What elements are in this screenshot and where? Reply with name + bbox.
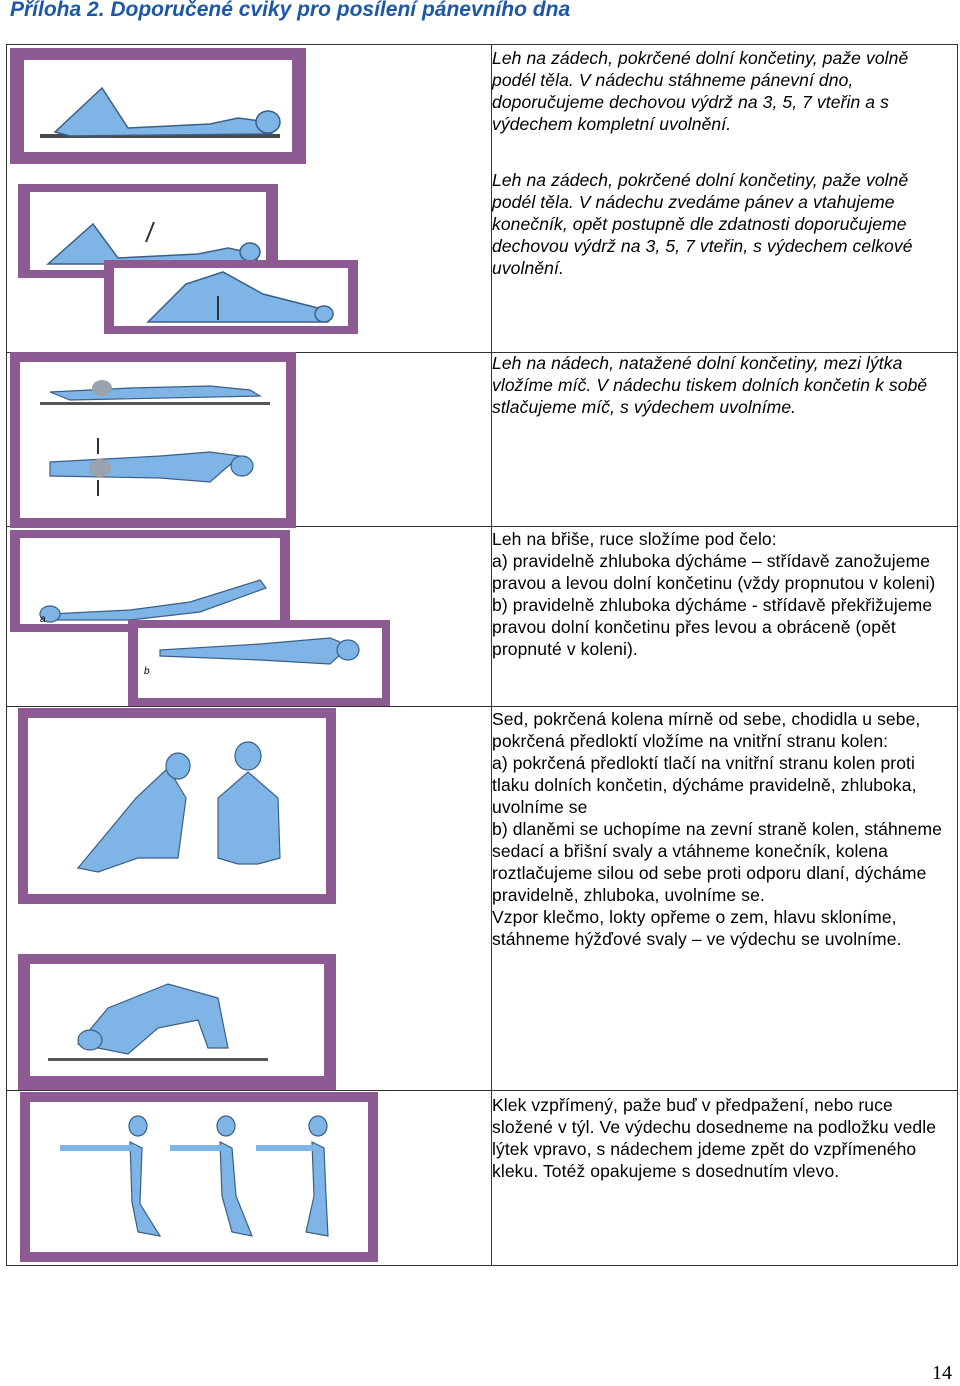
exercise-4-line-3: b) pravidelně zhluboka dýcháme - střídavě překřižujeme pravou dolní končetinu přes levou a obráceně (opět propnuté v koleni). — [492, 595, 933, 659]
exercise-3-line: Leh na nádech, natažené dolní končetiny, mezi lýtka vložíme míč. V nádechu tiskem dolních končetin k sobě stlačujeme míč, s výdechem uvolníme. — [492, 353, 928, 417]
exercise-2-line: Leh na zádech, pokrčené dolní končetiny, paže volně podél těla. V nádechu zvedáme pánev a vtahujeme konečník, opět postupně dle zdatnosti doporučujeme dechovou výdrž na 3, 5, 7 vteřin, s výdechem celkové uvolnění. — [492, 170, 913, 278]
pelvic-lift-figure — [18, 184, 358, 334]
page-number: 14 — [932, 1362, 952, 1384]
label-a: a — [40, 614, 46, 625]
exercise-3-text — [492, 352, 944, 418]
exercise-4-line-1: Leh na břiše, ruce složíme pod čelo: — [492, 529, 777, 549]
exercise-5-line-2: a) pokrčená předloktí tlačí na vnitřní stranu kolen proti tlaku dolních končetin, dýcháme pravidelně, zhluboka, uvolníme se — [492, 753, 917, 817]
exercise-2-text — [492, 169, 944, 279]
page-title: Příloha 2. Doporučené cviky pro posílení pánevního dna — [10, 0, 571, 21]
supine-knees-bent-figure — [10, 48, 306, 164]
prone-leg-figure — [10, 530, 390, 706]
ball-squeeze-figure — [10, 352, 296, 528]
exercise-5-text — [492, 708, 944, 950]
label-b: b — [144, 666, 150, 677]
exercise-1-text — [492, 47, 944, 135]
exercise-1-line: Leh na zádech, pokrčené dolní končetiny, paže volně podél těla. V nádechu stáhneme pánevní dno, doporučujeme dechovou výdrž na 3, 5, 7 vteřin a s výdechem kompletní uvolnění. — [492, 48, 909, 134]
exercise-4-line-2: a) pravidelně zhluboka dýcháme – střídavě zanožujeme pravou a levou dolní končetinu (vždy propnutou v koleni) — [492, 551, 936, 593]
sitting-and-kneeling-figure — [18, 708, 336, 1090]
exercise-6-line: Klek vzpřímený, paže buď v předpažení, nebo ruce složené v týl. Ve výdechu dosedneme na podložku vedle lýtek vpravo, s nádechem jdeme zpět do vzpřímeného kleku. Totéž opakujeme s dosednutím vlevo. — [492, 1095, 937, 1181]
exercise-5-line-4: Vzpor klečmo, lokty opřeme o zem, hlavu skloníme, stáhneme hýžďové svaly – ve výdechu se uvolníme. — [492, 907, 902, 949]
exercise-4-text — [492, 528, 944, 660]
exercise-6-text — [492, 1094, 944, 1182]
exercise-5-line-3: b) dlaněmi se uchopíme na zevní straně kolen, stáhneme sedací a břišní svaly a vtáhneme konečník, kolena roztlačujeme silou od sebe proti odporu dlaní, dýcháme pravidelně, zhluboka, uvolníme se. — [492, 819, 942, 905]
exercise-5-line-1: Sed, pokrčená kolena mírně od sebe, chodidla u sebe, pokrčená předloktí vložíme na vnitřní stranu kolen: — [492, 709, 921, 751]
upright-kneel-figure — [20, 1092, 378, 1262]
